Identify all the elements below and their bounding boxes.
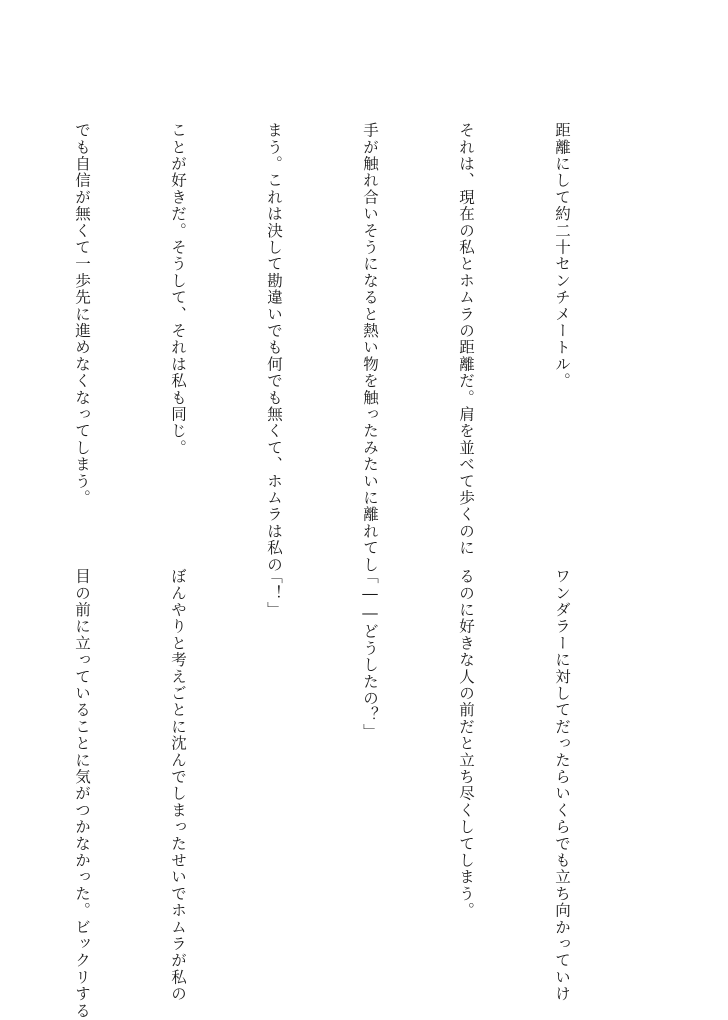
text-line: ワンダラーに対してだったらいくらでも立ち向かっていけ (553, 568, 571, 1003)
text-line: でも自信が無くて一歩先に進めなくなってしまう。 (73, 122, 91, 507)
text-line: ぼんやりと考えごとに沈んでしまったせいでホムラが私の (169, 568, 187, 1003)
text-line: 目の前に立っていることに気がつかなかった。ビックリする (73, 568, 91, 1019)
text-line: 手が触れ合いそうになると熱い物を触ったみたいに離れてし (361, 122, 379, 573)
text-line: 「！」 (265, 568, 283, 619)
text-line: るのに好きな人の前だと立ち尽くしてしまう。 (457, 568, 475, 919)
text-line: 距離にして約二十センチメートル。 (553, 122, 571, 390)
text-line: それは、現在の私とホムラの距離だ。肩を並べて歩くのに (457, 122, 475, 557)
bottom-text-section (0, 568, 642, 1019)
text-line: ことが好きだ。そうして、それは私も同じ。 (169, 122, 187, 456)
text-line (0, 122, 2, 522)
text-line: 「――どうしたの？」 (361, 568, 379, 740)
text-line (0, 568, 2, 968)
top-text-section (0, 122, 642, 573)
text-line: まう。これは決して勘違いでも何でも無くて、ホムラは私の (265, 122, 283, 573)
